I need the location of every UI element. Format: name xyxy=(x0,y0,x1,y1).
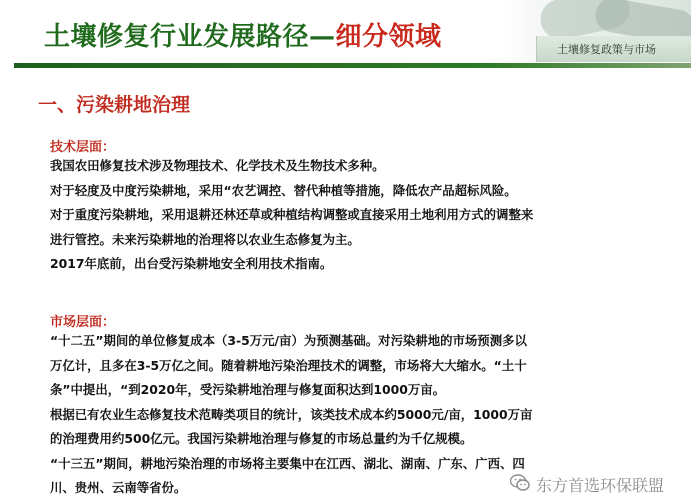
market-heading: 市场层面： xyxy=(50,315,116,330)
tech-line: 对于重度污染耕地，采用退耕还林还草或种植结构调整或直接采用土地利用方式的调整来 xyxy=(50,207,534,222)
tech-line: 进行管控。未来污染耕地的治理将以农业生态修复为主。 xyxy=(50,231,360,247)
market-line: “十二五”期间的单位修复成本（3-5万元/亩）为预测基础。对污染耕地的市场预测多以 xyxy=(50,333,527,348)
tech-line: 2017年底前，出台受污染耕地安全利用技术指南。 xyxy=(50,256,333,271)
market-line: 万亿计，且多在3-5万亿之间。随着耕地污染治理技术的调整，市场将大大缩水。“土十 xyxy=(50,357,527,373)
slide-title xyxy=(44,16,442,53)
tech-line: 我国农田修复技术涉及物理技术、化学技术及生物技术多种。 xyxy=(50,158,385,173)
header-subtag xyxy=(536,36,691,62)
watermark-label: 东方首选环保联盟 xyxy=(536,476,665,495)
tech-paragraph xyxy=(50,154,650,277)
slide-title-sub: 细分领域 xyxy=(335,22,442,52)
market-line: 根据已有农业生态修复技术范畴类项目的统计，该类技术成本约5000元/亩，1000万亩 xyxy=(50,406,533,422)
header-subtag-label: 土壤修复政策与市场 xyxy=(557,43,656,56)
header-divider xyxy=(14,63,691,68)
tech-line: 对于轻度及中度污染耕地，采用“农艺调控、替代种植等措施，降低农产品超标风险。 xyxy=(50,182,517,198)
wechat-icon xyxy=(510,474,530,492)
market-line: 条”中提出，“到2020年，受污染耕地治理与修复面积达到1000万亩。 xyxy=(50,382,446,397)
slide-title-main: 土壤修复行业发展路径 xyxy=(44,22,310,52)
tech-heading: 技术层面： xyxy=(50,140,116,155)
section-heading: 一、污染耕地治理 xyxy=(38,94,191,116)
market-line: 川、贵州、云南等省份。 xyxy=(50,480,187,495)
slide-title-dash: — xyxy=(309,22,336,52)
slide-header xyxy=(0,0,691,70)
market-line: “十三五”期间，耕地污染治理的市场将主要集中在江西、湖北、湖南、广东、广西、四 xyxy=(50,455,525,471)
market-line: 的治理费用约500亿元。我国污染耕地治理与修复的市场总量约为千亿规模。 xyxy=(50,431,473,446)
